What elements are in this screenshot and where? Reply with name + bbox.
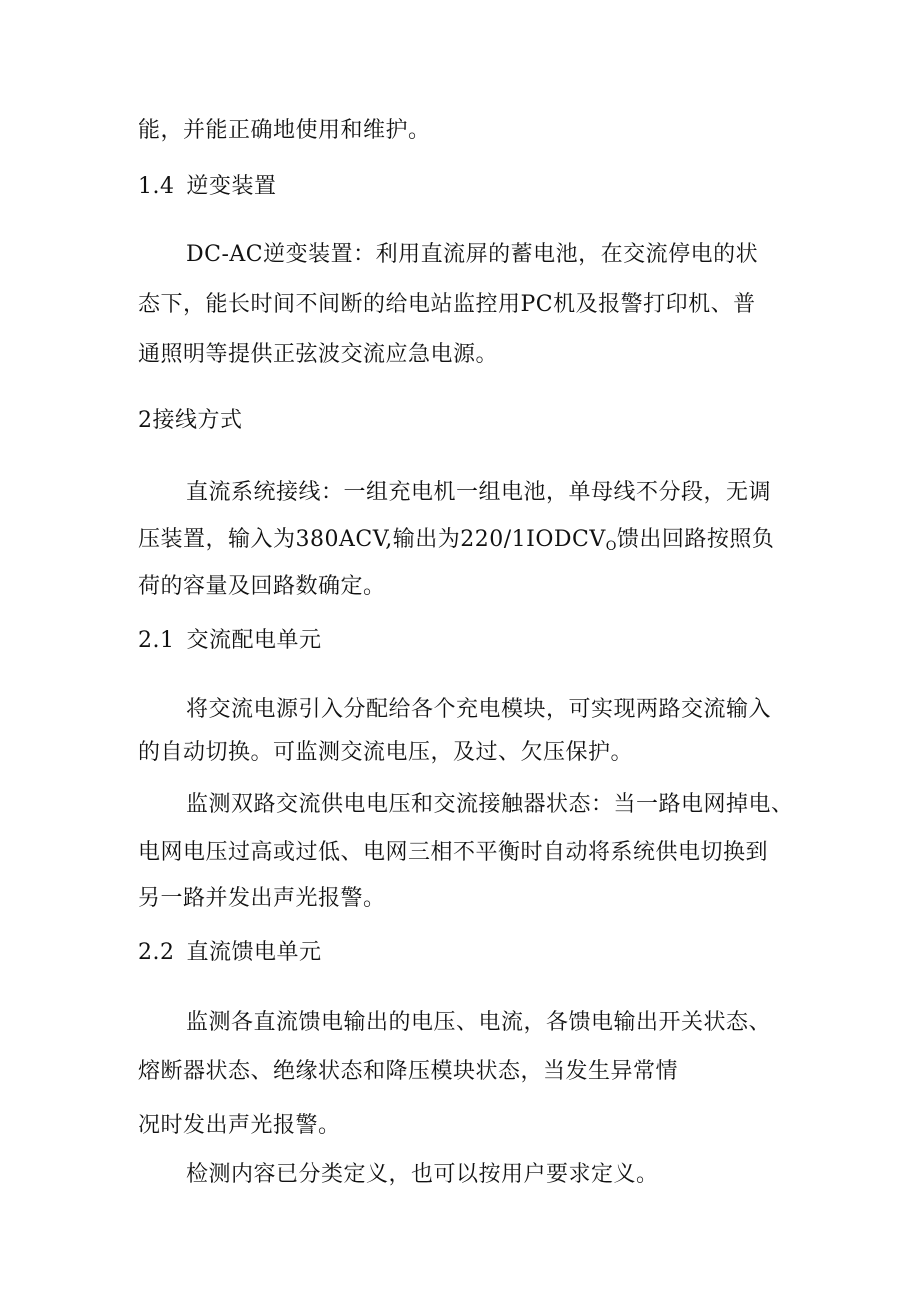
paragraph-line: 荷的容量及回路数确定。 <box>138 574 386 599</box>
section-title: 交流配电单元 <box>186 628 322 653</box>
paragraph-line: 检测内容已分类定义，也可以按用户要求定义。 <box>186 1162 659 1187</box>
section-title: 直流馈电单元 <box>186 940 322 965</box>
paragraph-line: 另一路并发出声光报警。 <box>138 886 386 911</box>
paragraph-line: 将交流电源引入分配给各个充电模块，可实现两路交流输入 <box>186 697 772 722</box>
section-heading-1-4 <box>138 172 277 202</box>
section-number: 1.4 <box>138 174 175 199</box>
paragraph-line <box>138 525 774 555</box>
paragraph-line: 能，并能正确地使用和维护。 <box>138 118 431 143</box>
subscript-text: O <box>605 539 617 554</box>
section-heading-2-1 <box>138 626 322 656</box>
paragraph-line: 态下，能长时间不间断的给电站监控用PC机及报警打印机、普 <box>138 292 756 317</box>
text-run: 馈出回路按照负 <box>616 527 775 552</box>
paragraph-line: 熔断器状态、绝缘状态和降压模块状态，当发生异常情 <box>138 1059 679 1084</box>
paragraph-line: DC-AC逆变装置：利用直流屏的蓄电池，在交流停电的状 <box>186 242 759 267</box>
section-title: 逆变装置 <box>186 174 277 199</box>
paragraph-line: 监测双路交流供电电压和交流接触器状态：当一路电网掉电、 <box>186 792 794 817</box>
paragraph-line: 监测各直流馈电输出的电压、电流，各馈电输出开关状态、 <box>186 1010 772 1035</box>
section-heading-2: 2接线方式 <box>138 408 243 433</box>
section-number: 2.1 <box>138 628 175 653</box>
paragraph-line: 电网电压过高或过低、电网三相不平衡时自动将系统供电切换到 <box>138 840 769 865</box>
paragraph-line: 的自动切换。可监测交流电压，及过、欠压保护。 <box>138 740 634 765</box>
section-heading-2-2 <box>138 938 322 968</box>
paragraph-line: 况时发出声光报警。 <box>138 1113 341 1138</box>
paragraph-line: 直流系统接线：一组充电机一组电池，单母线不分段，无调 <box>186 480 772 505</box>
section-number: 2.2 <box>138 940 175 965</box>
text-run: 压装置，输入为380ACV,输出为220/1IODCV <box>138 527 606 552</box>
paragraph-line: 通照明等提供正弦波交流应急电源。 <box>138 342 499 367</box>
